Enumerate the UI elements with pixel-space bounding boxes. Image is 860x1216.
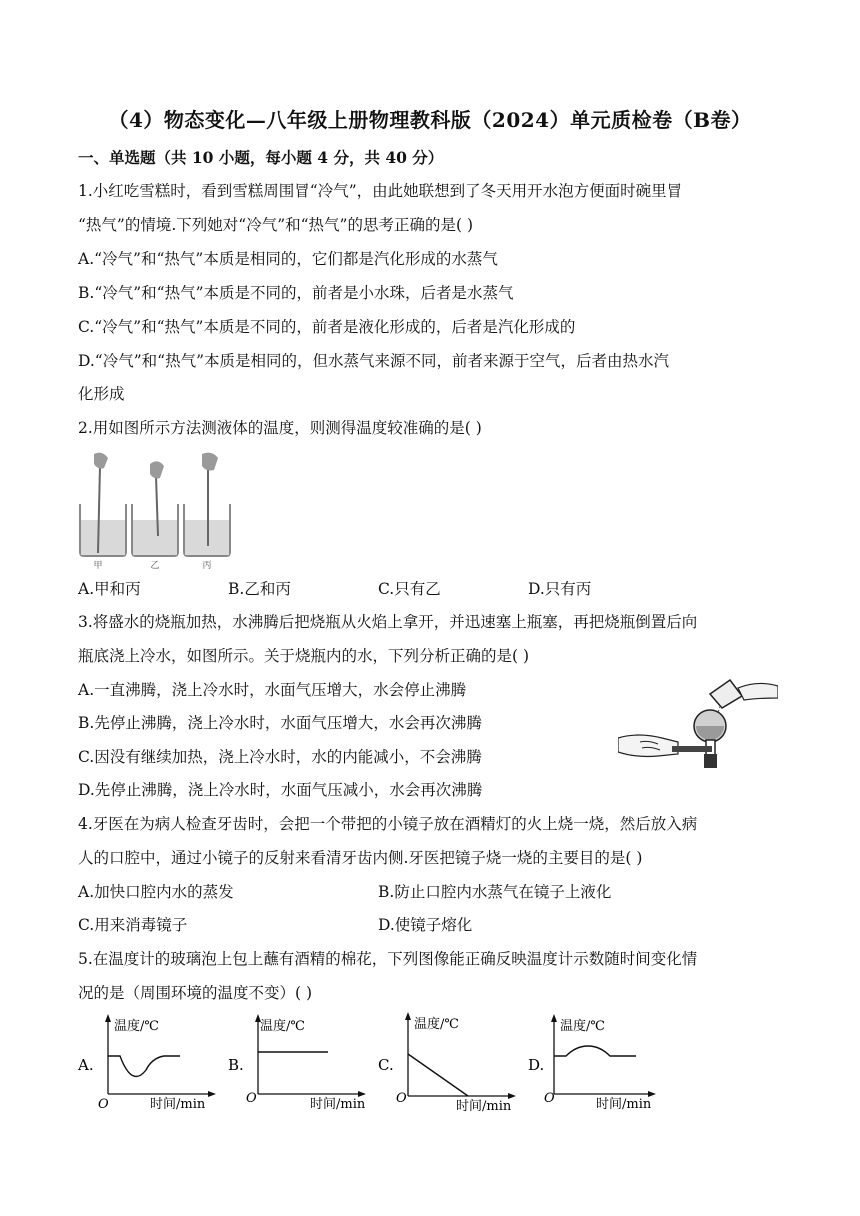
q2-stem: 2.用如图所示方法测液体的温度，则测得温度较准确的是( ) [78,419,482,437]
graph-a-letter: A. [78,1056,94,1074]
graph-d-letter: D. [528,1056,545,1074]
graph-a-origin: O [98,1097,109,1112]
graph-b-letter: B. [228,1056,244,1074]
graph-a-curve [108,1056,180,1076]
q1-option-d-line1: D.“冷气”和“热气”本质是相同的，但水蒸气来源不同，前者来源于空气，后者由热水汽 [78,352,670,370]
graph-b-xlabel: 时间/min [310,1097,366,1112]
q2-option-a: A.甲和丙 [78,580,141,598]
graph-c-origin: O [396,1091,407,1106]
graph-d-xlabel: 时间/min [596,1097,652,1112]
q5-stem-line1: 5.在温度计的玻璃泡上包上蘸有酒精的棉花，下列图像能正确反映温度计示数随时间变化情 [78,950,698,968]
q3-stem-line1: 3.将盛水的烧瓶加热，水沸腾后把烧瓶从火焰上拿开，并迅速塞上瓶塞，再把烧瓶倒置后向 [78,613,698,631]
graph-c-ylabel: 温度/℃ [414,1017,459,1032]
q3-option-a: A.一直沸腾，浇上冷水时，水面气压增大，水会停止沸腾 [78,681,467,699]
q2-option-c: C.只有乙 [378,580,441,598]
q4-option-b: B.防止口腔内水蒸气在镜子上液化 [378,883,612,901]
q3-option-b: B.先停止沸腾，浇上冷水时，水面气压增大，水会再次沸腾 [78,714,482,732]
label-jia: 甲 [93,561,103,570]
graph-b [224,1012,374,1112]
holding-hand [618,735,712,757]
q2-option-d: D.只有丙 [528,580,592,598]
q3-option-c: C.因没有继续加热，浇上冷水时，水的内能减小，不会沸腾 [78,748,482,766]
graph-d-ylabel: 温度/℃ [560,1019,605,1034]
graph-a-ylabel: 温度/℃ [114,1019,159,1034]
graph-c-curve [408,1054,468,1096]
q1-option-b: B.“冷气”和“热气”本质是不同的，前者是小水珠，后者是水蒸气 [78,284,514,302]
page-title: （4）物态变化—八年级上册物理教科版（2024）单元质检卷（B卷） [108,108,752,132]
q1-option-c: C.“冷气”和“热气”本质是不同的，前者是液化形成的，后者是汽化形成的 [78,318,576,336]
q3-stem-line2: 瓶底浇上冷水，如图所示。关于烧瓶内的水，下列分析正确的是( ) [78,647,530,665]
q3-option-d: D.先停止沸腾，浇上冷水时，水面气压减小，水会再次沸腾 [78,781,483,799]
flask [694,710,726,768]
q1-stem-line2: “热气”的情境.下列她对“冷气”和“热气”的思考正确的是( ) [78,216,473,234]
graph-d-origin: O [544,1091,555,1106]
q2-option-b: B.乙和丙 [228,580,291,598]
graph-d-curve [554,1046,636,1056]
inverted-flask-figure [618,676,778,776]
label-yi: 乙 [150,561,160,570]
q4-option-a: A.加快口腔内水的蒸发 [78,883,234,901]
q4-option-c: C.用来消毒镜子 [78,916,188,934]
graph-c [374,1012,524,1112]
graph-a [74,1012,224,1112]
thermometer-beakers-figure [76,450,236,570]
section-heading: 一、单选题（共 10 小题，每小题 4 分，共 40 分） [78,148,444,167]
graph-b-origin: O [246,1091,257,1106]
q5-stem-line2: 况的是（周围环境的温度不变）( ) [78,984,313,1002]
q1-option-a: A.“冷气”和“热气”本质是相同的，它们都是汽化形成的水蒸气 [78,250,498,268]
beaker-jia [80,453,126,556]
q4-stem-line2: 人的口腔中，通过小镜子的反射来看清牙齿内侧.牙医把镜子烧一烧的主要目的是( ) [78,849,643,867]
q4-stem-line1: 4.牙医在为病人检查牙齿时，会把一个带把的小镜子放在酒精灯的火上烧一烧，然后放入病 [78,815,698,833]
graph-d [524,1012,674,1112]
q4-option-d: D.使镜子熔化 [378,916,473,934]
label-bing: 丙 [202,561,212,570]
graph-c-xlabel: 时间/min [456,1099,512,1112]
beaker-bing [184,453,230,556]
beaker-yi [132,461,178,556]
graph-a-xlabel: 时间/min [150,1097,206,1112]
graph-c-letter: C. [378,1056,394,1074]
q1-stem-line1: 1.小红吃雪糕时，看到雪糕周围冒“冷气”，由此她联想到了冬天用开水泡方便面时碗里冒 [78,182,683,200]
q1-option-d-line2: 化形成 [78,385,125,403]
graph-b-ylabel: 温度/℃ [260,1019,305,1034]
